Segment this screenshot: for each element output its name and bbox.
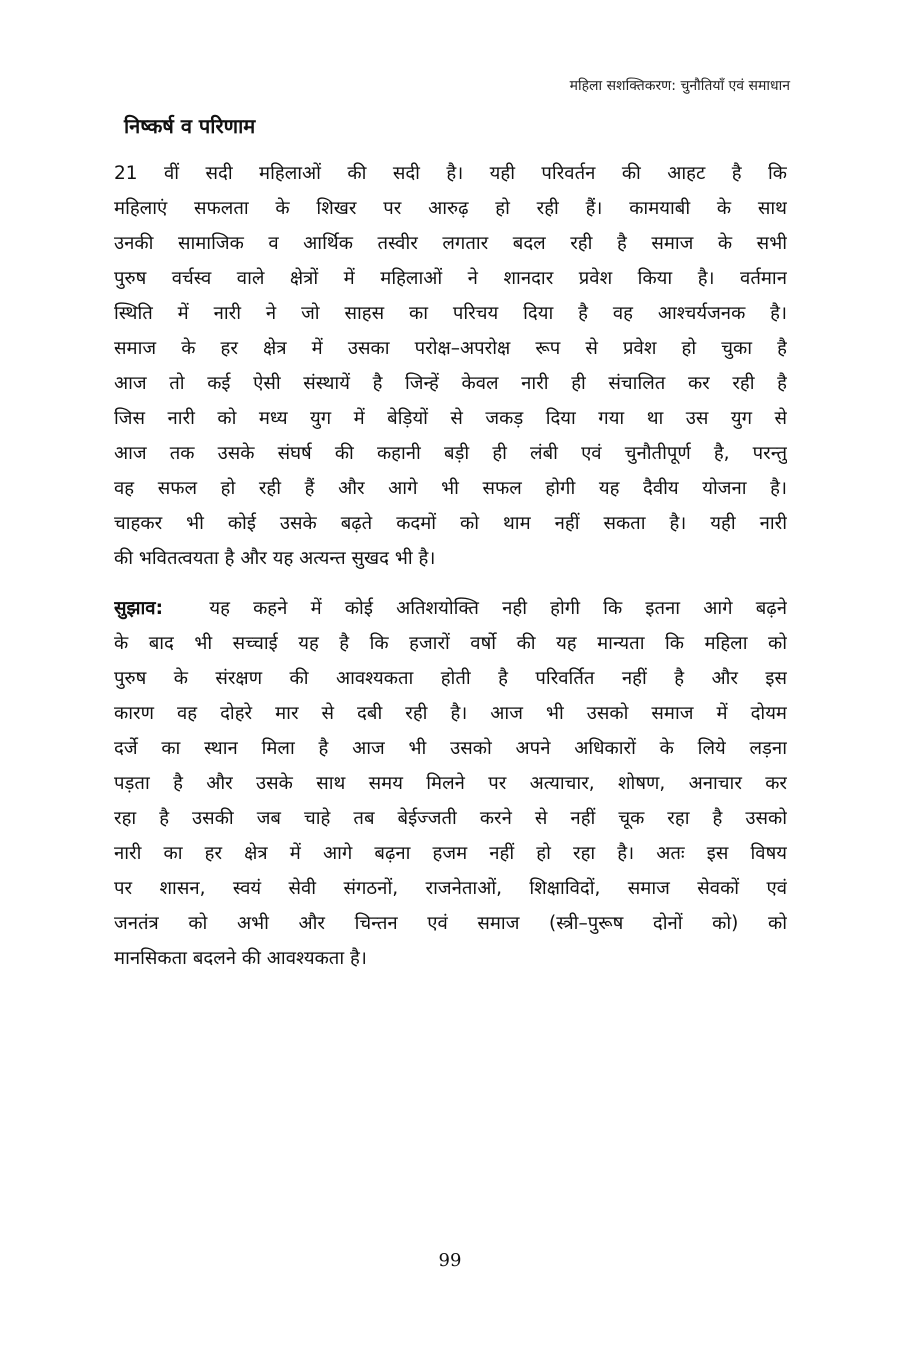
- running-header: महिला सशक्तिकरण: चुनौतियाँ एवं समाधान: [569, 78, 790, 94]
- paragraph-line: दर्जे का स्थान मिला है आज भी उसको अपने अधिकारों के लिये लड़ना: [114, 738, 787, 759]
- suggestion-lead-in: सुझाव:: [114, 598, 163, 619]
- paragraph-line: पड़ता है और उसके साथ समय मिलने पर अत्याचार, शोषण, अनाचार कर: [114, 773, 787, 794]
- section-heading: निष्कर्ष व परिणाम: [124, 114, 256, 138]
- paragraph-line: की भवितत्वयता है और यह अत्यन्त सुखद भी है।: [114, 548, 436, 569]
- paragraph-line: उनकी सामाजिक व आर्थिक तस्वीर लगतार बदल रही है समाज के सभी: [114, 233, 787, 254]
- paragraph-line: आज तो कई ऐसी संस्थायें है जिन्हें केवल नारी ही संचालित कर रही है: [114, 373, 787, 394]
- paragraph-line-first: [114, 591, 787, 626]
- paragraph-line: जिस नारी को मध्य युग में बेड़ियों से जकड़ दिया गया था उस युग से: [114, 408, 787, 429]
- paragraph-line: चाहकर भी कोई उसके बढ़ते कदमों को थाम नहीं सकता है। यही नारी: [114, 513, 787, 534]
- paragraph-line: नारी का हर क्षेत्र में आगे बढ़ना हजम नहीं हो रहा है। अतः इस विषय: [114, 843, 787, 864]
- paragraph-line: रहा है उसकी जब चाहे तब बेईज्जती करने से नहीं चूक रहा है उसको: [114, 808, 787, 829]
- paragraph-line: आज तक उसके संघर्ष की कहानी बड़ी ही लंबी एवं चुनौतीपूर्ण है, परन्तु: [114, 443, 787, 464]
- paragraph-line: स्थिति में नारी ने जो साहस का परिचय दिया है वह आश्चर्यजनक है।: [114, 303, 787, 324]
- paragraph-line: के बाद भी सच्चाई यह है कि हजारों वर्षो की यह मान्यता कि महिला को: [114, 633, 787, 654]
- paragraph-line: जनतंत्र को अभी और चिन्तन एवं समाज (स्त्री–पुरूष दोनों को) को: [114, 913, 787, 934]
- paragraph-line: महिलाएं सफलता के शिखर पर आरुढ़ हो रही हैं। कामयाबी के साथ: [114, 198, 787, 219]
- paragraph-line: पुरुष वर्चस्व वाले क्षेत्रों में महिलाओं ने शानदार प्रवेश किया है। वर्तमान: [114, 268, 787, 289]
- paragraph-suggestion: [114, 591, 787, 976]
- first-line-text: यह कहने में कोई अतिशयोक्ति नही होगी कि इतना आगे बढ़ने: [209, 598, 787, 619]
- page-number: 99: [438, 1250, 462, 1271]
- paragraph-line: मानसिकता बदलने की आवश्यकता है।: [114, 948, 367, 969]
- paragraph-line: पर शासन, स्वयं सेवी संगठनों, राजनेताओं, शिक्षाविदों, समाज सेवकों एवं: [114, 878, 787, 899]
- paragraph-line: 21 वीं सदी महिलाओं की सदी है। यही परिवर्तन की आहट है कि: [114, 163, 787, 184]
- paragraph-line: पुरुष के संरक्षण की आवश्यकता होती है परिवर्तित नहीं है और इस: [114, 668, 787, 689]
- paragraph-conclusion: [114, 156, 787, 576]
- paragraph-line: कारण वह दोहरे मार से दबी रही है। आज भी उसको समाज में दोयम: [114, 703, 787, 724]
- paragraph-line: समाज के हर क्षेत्र में उसका परोक्ष–अपरोक्ष रूप से प्रवेश हो चुका है: [114, 338, 787, 359]
- paragraph-line: वह सफल हो रही हैं और आगे भी सफल होगी यह दैवीय योजना है।: [114, 478, 787, 499]
